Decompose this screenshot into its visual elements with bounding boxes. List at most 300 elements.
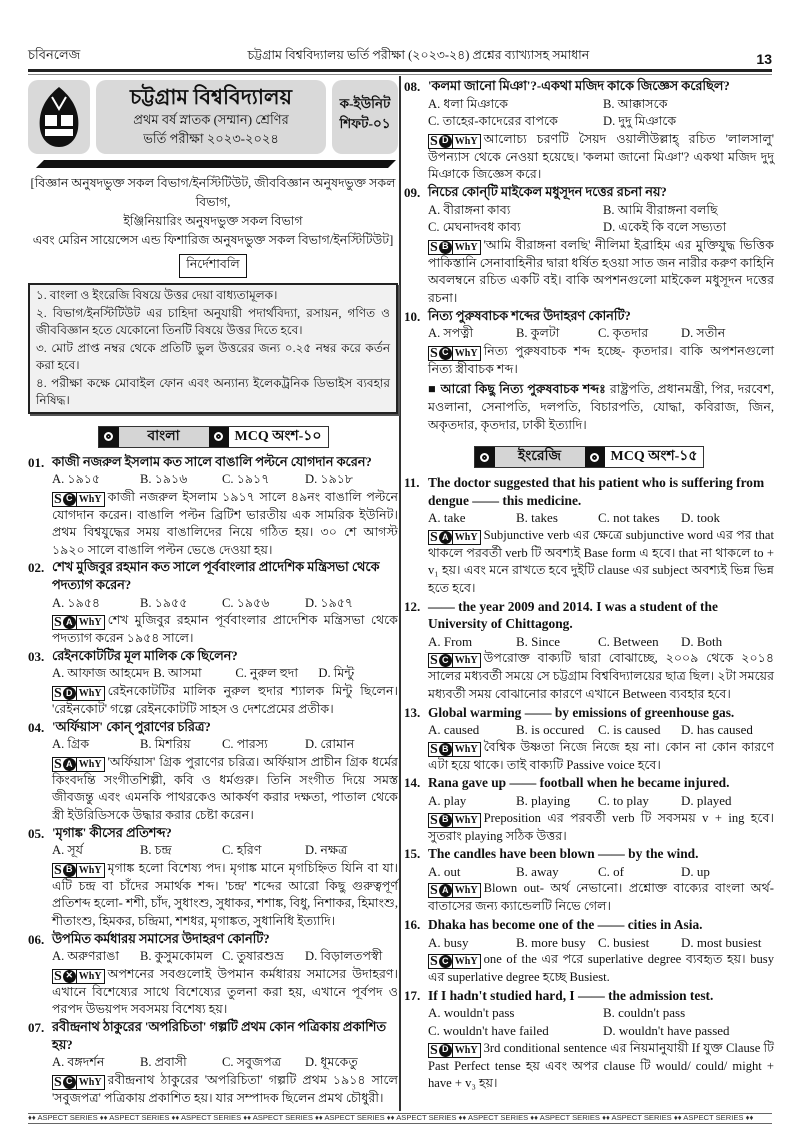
badge-why: WhY (452, 347, 480, 360)
question-item (28, 825, 398, 931)
answer-letter-icon: B (439, 241, 452, 254)
answer-badge (52, 969, 105, 984)
badge-s: S (430, 345, 438, 361)
badge-s: S (430, 239, 438, 255)
question-text: If I hadn't studied hard, I —— the admission test. (428, 987, 714, 1003)
bullet-icon (209, 427, 229, 447)
section-mcq-count: MCQ অংশ-১৫ (605, 447, 704, 467)
university-name: চট্টগ্রাম বিশ্ববিদ্যালয় (130, 85, 292, 109)
option-d: D. সতীন (681, 326, 726, 341)
option-a: A. সপত্নী (428, 326, 474, 341)
badge-why: WhY (76, 616, 104, 629)
badge-s: S (54, 756, 62, 772)
option-b: B. চন্দ্র (140, 843, 172, 858)
question-number: 05. (28, 825, 45, 841)
option-c: C. Between (598, 633, 659, 649)
explanation (52, 966, 398, 1019)
options (428, 325, 774, 343)
answer-letter-icon: D (439, 1044, 452, 1057)
answer-badge (52, 492, 105, 507)
options (428, 202, 774, 237)
page-number: 13 (756, 51, 772, 67)
explanation (52, 683, 398, 719)
explanation-text: Blown out- অর্থ নেভানো। প্রশ্নোক্ত বাক্যের বাংলা অর্থ- বাতাসের জন্য ক্যান্ডেলটি নিভে গেল। (428, 881, 774, 914)
exam-year: ভর্তি পরীক্ষা ২০২৩-২০২৪ (143, 131, 279, 146)
option-c: C. মেঘনাদবধ কাব্য (428, 220, 521, 235)
option-b: B. ১৯৫৫ (140, 595, 188, 610)
explanation-text: রবীন্দ্রনাথ ঠাকুরের 'অপরিচিতা' গল্পটি প্রথম ১৯১৪ সালে 'সবুজপত্র' পত্রিকায় প্রকাশিত হয়। যার সম্পাদক ছিলেন প্রমথ চৌধুরী। (52, 1072, 398, 1105)
question-list-bangla-right (404, 78, 774, 434)
question-text: Dhaka has become one of the —— cities in Asia. (428, 916, 703, 932)
question-number: 09. (404, 184, 421, 200)
university-logo (28, 80, 90, 154)
scope-line: [বিজ্ঞান অনুষদভুক্ত সকল বিভাগ/ইনস্টিটিউট, জীববিজ্ঞান অনুষদভুক্ত সকল বিভাগ, (30, 176, 396, 209)
question-number: 13. (404, 704, 421, 720)
badge-s: S (430, 653, 438, 669)
option-d: D. most busiest (681, 934, 762, 950)
option-b: B. আসমা (153, 666, 202, 681)
question-text: রেইনকোটটির মূল মালিক কে ছিলেন? (52, 648, 238, 663)
section-heading-english (404, 446, 774, 468)
option-c: C. ১৯১৭ (222, 472, 270, 487)
options (428, 633, 774, 651)
answer-badge (428, 742, 481, 757)
unit-box (332, 80, 398, 154)
question-item (404, 78, 774, 184)
badge-why: WhY (76, 970, 104, 983)
question-number: 10. (404, 308, 421, 324)
decorative-bar (36, 160, 396, 168)
option-a: A. সূর্য (52, 843, 83, 858)
answer-badge (428, 954, 481, 969)
footer-series-band: ♦♦ ASPECT SERIES ♦♦ ASPECT SERIES ♦♦ ASPECT SERIES ♦♦ ASPECT SERIES ♦♦ ASPECT SERIES ♦♦ ASPECT SERIES ♦♦ ASPECT SERIES ♦♦ ASPECT SERIES ♦♦ ASPECT SERIES ♦♦ ASPECT SERIES ♦♦ (28, 1113, 772, 1124)
answer-letter-icon: ✕ (63, 970, 76, 983)
question-body (428, 184, 774, 308)
badge-s: S (430, 812, 438, 828)
option-c: C. is caused (598, 722, 661, 738)
answer-letter-icon: B (439, 743, 452, 756)
badge-s: S (430, 1042, 438, 1058)
options (52, 471, 398, 489)
question-body (52, 559, 398, 647)
running-header (28, 46, 772, 72)
answer-letter-icon: C (63, 493, 76, 506)
question-body (428, 845, 774, 916)
explanation (428, 810, 774, 846)
answer-letter-icon: C (439, 955, 452, 968)
option-a: A. busy (428, 934, 469, 950)
badge-why: WhY (76, 493, 104, 506)
option-c: C. সবুজপত্র (222, 1055, 282, 1070)
question-body (52, 719, 398, 825)
answer-letter-icon: A (439, 884, 452, 897)
note-text: রাষ্ট্রপতি, প্রধানমন্ত্রী, পির, দরবেশ, মওলানা, সেনাপতি, দলপতি, বিচারপতি, যোদ্ধা, কবিরাজ, জিন, অকৃতদার, কৃতদার, ঢাকী ইত্যাদি। (428, 382, 774, 432)
question-item (28, 931, 398, 1019)
explanation (52, 860, 398, 931)
right-column (404, 78, 774, 1093)
answer-badge (428, 653, 481, 668)
answer-badge (428, 813, 481, 828)
section-heading-bangla (28, 426, 398, 448)
question-item (404, 916, 774, 987)
answer-letter-icon: A (439, 531, 452, 544)
explanation-text: নিত্য পুরুষবাচক শব্দ হচ্ছে- কৃতদার। বাকি অপশনগুলো নিত্য স্ত্রীবাচক শব্দ। (428, 343, 774, 376)
badge-s: S (430, 883, 438, 899)
question-body (52, 1019, 398, 1107)
scope-line: ইঞ্জিনিয়ারিং অনুষদভুক্ত সকল বিভাগ (123, 214, 303, 228)
question-text: The doctor suggested that his patient who is suffering from dengue —— this medicine. (428, 475, 765, 508)
option-a: A. play (428, 793, 467, 808)
shift-label: শিফট-০১ (339, 116, 391, 131)
badge-why: WhY (452, 814, 480, 827)
answer-badge (52, 615, 105, 630)
options (52, 1054, 398, 1072)
question-item (28, 454, 398, 560)
bullet-icon (585, 447, 605, 467)
explanation (428, 343, 774, 379)
answer-badge (52, 1075, 105, 1090)
option-d: D. বিড়ালতপস্বী (305, 949, 383, 964)
options (428, 934, 774, 952)
explanation-text: শেখ মুজিবুর রহমান পূর্ববাংলার প্রাদেশিক মন্ত্রিসভা থেকে পদত্যাগ করেন ১৯৫৪ সালে। (52, 613, 398, 646)
answer-badge (428, 134, 481, 149)
options (428, 792, 774, 810)
question-text: Rana gave up —— football when he became injured. (428, 775, 730, 791)
option-b: B. ১৯১৬ (140, 472, 188, 487)
option-d: D. ১৯৫৭ (305, 595, 354, 610)
option-b: B. কুসুমকোমল (140, 949, 213, 964)
option-d: D. wouldn't have passed (603, 1022, 730, 1038)
option-d: D. নক্ষত্র (305, 843, 348, 858)
question-number: 04. (28, 719, 45, 735)
section-mcq-count: MCQ অংশ-১০ (229, 427, 328, 447)
option-a: A. আফাজ আহমেদ (52, 666, 150, 681)
answer-badge (428, 346, 481, 361)
section-subject: বাংলা (119, 427, 209, 447)
option-d: D. মিন্টু (318, 666, 355, 681)
answer-letter-icon: B (63, 864, 76, 877)
explanation-text: 3rd conditional sentence এর নিয়মানুযায়ী If যুক্ত Clause টি Past Perfect tense হয় এবং অপর clause টি would/ could/ might + have + v₃ হয়। (428, 1040, 774, 1091)
bullet-icon (99, 427, 119, 447)
badge-s: S (430, 133, 438, 149)
question-item (404, 474, 774, 598)
question-body (428, 704, 774, 775)
option-c: C. নুরুল হুদা (235, 666, 299, 681)
question-text: The candles have been blown —— by the wind. (428, 846, 699, 862)
scope-line: এবং মেরিন সায়েন্সেস এন্ড ফিশারিজ অনুষদভুক্ত সকল বিভাগ/ইনস্টিটিউট] (32, 233, 394, 247)
explanation-text: উপরোক্ত বাক্যটি দ্বারা বোঝাচ্ছে, ২০০৯ থেকে ২০১৪ সালের মধ্যবর্তী সময়ে সে চট্টগ্রাম বিশ্ববিদ্যালয়ের ছাত্র ছিল। ২টা সময়ের মধ্যবর্তী সময় বোঝানোর কারণে এখানে Between ব্যবহার হবে। (428, 651, 774, 702)
option-a: A. out (428, 863, 461, 879)
question-item (28, 559, 398, 647)
option-b: B. আমি বীরাঙ্গনা বলছি (603, 202, 718, 217)
option-c: C. হরিণ (222, 843, 262, 858)
answer-badge (52, 863, 105, 878)
options (428, 863, 774, 881)
program-line: প্রথম বর্ষ স্নাতক (সম্মান) শ্রেণির (133, 112, 289, 127)
options (52, 842, 398, 860)
question-body (428, 78, 774, 184)
answer-letter-icon: D (63, 687, 76, 700)
badge-why: WhY (452, 743, 480, 756)
answer-letter-icon: A (63, 616, 76, 629)
options (428, 509, 774, 527)
question-number: 02. (28, 560, 45, 576)
answer-badge (52, 686, 105, 701)
question-number: 07. (28, 1019, 45, 1035)
answer-letter-icon: B (439, 814, 452, 827)
question-item (28, 719, 398, 825)
answer-letter-icon: C (439, 347, 452, 360)
question-text: কাজী নজরুল ইসলাম কত সালে বাঙালি পল্টনে যোগদান করেন? (52, 454, 372, 469)
question-body (52, 825, 398, 931)
option-c: C. of (598, 863, 624, 879)
explanation (52, 754, 398, 825)
answer-badge (52, 757, 105, 772)
explanation (52, 612, 398, 648)
badge-why: WhY (76, 864, 104, 877)
option-d: D. ধূমকেতু (305, 1055, 358, 1070)
option-b: B. Since (516, 633, 561, 649)
badge-why: WhY (452, 955, 480, 968)
option-c: C. busiest (598, 934, 650, 950)
explanation-text: রেইনকোটটির মালিক নুরুল হুদার শ্যালক মিন্টু ছিলেন। 'রেইনকোট' গল্পে রেইনকোটটি সাহস ও দেশপ্রেমের প্রতীক। (52, 684, 398, 717)
question-item (28, 1019, 398, 1107)
explanation (428, 131, 774, 184)
header-rule (28, 74, 772, 75)
instruction-item: ৩. মোট প্রাপ্ত নম্বর থেকে প্রতিটি ভুল উত্তরের জন্য ০.২৫ নম্বর করে কর্তন করা হবে। (36, 340, 390, 372)
explanation (52, 1072, 398, 1108)
option-a: A. ১৯১৫ (52, 472, 101, 487)
question-number: 03. (28, 648, 45, 664)
extra-note (428, 381, 774, 434)
question-number: 12. (404, 598, 421, 614)
option-c: C. পারস্য (222, 737, 268, 752)
option-a: A. caused (428, 722, 480, 738)
badge-why: WhY (76, 758, 104, 771)
explanation-text: কাজী নজরুল ইসলাম ১৯১৭ সালে ৪৯নং বাঙালি পল্টনে যোগদান করেন। বাঙালি পল্টন ব্রিটিশ ভারতীয় এক সামরিক ইউনিট। প্রথম বিশ্বযুদ্ধের সময় বাঙালিদের নিয়ে গঠিত হয়। ৩০ শে আগস্ট ১৯২০ সালে বাঙালি পল্টন ভেঙে দেওয়া হয়। (52, 489, 398, 557)
question-item (404, 987, 774, 1093)
option-d: D. played (681, 793, 732, 808)
explanation (428, 237, 774, 308)
explanation-text: অপশনের সবগুলোই উপমান কর্মধারয় সমাসের উদাহরণ। এখানে বিশেষ্যের সাথে বিশেষ্যের তুলনা করা হয়, এখানে পূর্বপদ ও পরপদ উভয়পদ সবসময় বিশেষ্য হয়। (52, 966, 398, 1017)
options (428, 1004, 774, 1039)
question-body (428, 308, 774, 435)
options (52, 948, 398, 966)
option-b: B. আক্কাসকে (603, 96, 668, 111)
question-body (428, 987, 774, 1093)
question-text: Global warming —— by emissions of greenhouse gas. (428, 704, 735, 720)
option-a: A. ধলা মিঞাকে (428, 96, 509, 111)
option-b: B. মিশরিয় (140, 737, 191, 752)
question-body (52, 931, 398, 1019)
option-a: A. take (428, 510, 466, 526)
badge-s: S (54, 686, 62, 702)
question-text: —— the year 2009 and 2014. I was a student of the University of Chittagong. (428, 598, 718, 632)
option-d: D. ১৯১৮ (305, 472, 354, 487)
option-a: A. গ্রিক (52, 737, 90, 752)
explanation-text: আলোচ্য চরণটি সৈয়দ ওয়ালীউল্লাহ্ রচিত 'লালসালু' উপন্যাস থেকে নেওয়া হয়েছে। 'কলমা জানো মিঞা'? একথা মজিদ দুদু মিঞাকে জিজ্ঞেস করে। (428, 131, 774, 182)
university-seal-icon (36, 85, 82, 149)
instruction-item: ৪. পরীক্ষা কক্ষে মোবাইল ফোন এবং অন্যান্য ইলেকট্রনিক ডিভাইস ব্যবহার নিষিদ্ধ। (36, 375, 390, 407)
option-b: B. কুলটা (516, 326, 560, 341)
column-divider (399, 76, 401, 1111)
instructions-box (28, 283, 398, 414)
badge-why: WhY (452, 884, 480, 897)
option-c: C. তুষারশুভ্র (222, 949, 284, 964)
option-a: A. বঙ্গদর্শন (52, 1055, 105, 1070)
question-text: উপমিত কর্মধারয় সমাসের উদাহরণ কোনটি? (52, 931, 270, 946)
question-text: 'মৃগাঙ্ক' কীসের প্রতিশব্দ? (52, 825, 172, 840)
explanation-text: Subjunctive verb এর ক্ষেত্রে subjunctive word এর পর that থাকলে পরবর্তী verb টি অবশ্যই Base form এ হবে। that না থাকলে to + v₁ হয়। এবং মনে রাখতে হবে দুইটি clause এর subject অবশ্যই ভিন্ন ভিন্ন হতে হবে। (428, 527, 774, 596)
left-column (28, 78, 398, 1107)
question-text: নিচের কোন্‌টি মাইকেল মধুসূদন দত্তের রচনা নয়? (428, 184, 667, 199)
explanation (428, 650, 774, 703)
instruction-item: ২. বিভাগ/ইনস্টিটিউট এর চাহিদা অনুযায়ী পদার্থবিদ্যা, রসায়ন, গণিত ও জীববিজ্ঞান হতে যেকোনো তিনটি বিষয়ে উত্তর দিতে হবে। (36, 305, 390, 337)
options (428, 721, 774, 739)
badge-why: WhY (452, 135, 480, 148)
question-item (404, 308, 774, 435)
instruction-item: ১. বাংলা ও ইংরেজি বিষয়ে উত্তর দেয়া বাধ্যতামূলক। (36, 288, 278, 302)
option-d: D. up (681, 863, 710, 879)
question-number: 16. (404, 916, 421, 932)
question-body (428, 598, 774, 704)
badge-why: WhY (452, 241, 480, 254)
faculty-scope (28, 174, 398, 250)
banner-title-box (96, 80, 326, 154)
question-text: 'অর্ফিয়াস' কোন্ পুরাণের চরিত্র? (52, 719, 211, 734)
answer-badge (428, 530, 481, 545)
option-c: C. not takes (598, 510, 660, 526)
explanation-text: 'আমি বীরাঙ্গনা বলছি' নীলিমা ইব্রাহিম এর মুক্তিযুদ্ধ ভিত্তিক পাকিস্তানি সেনাবাহিনীর দ্বারা ধর্ষিত হওয়া সাত জন নারীর করুণ কাহিনি অবলম্বনে রচিত একটি বই। বাকি অপশনগুলো মাইকেল মধুসূদন দত্তের রচনা। (428, 237, 774, 305)
option-c: C. ১৯৫৬ (222, 595, 270, 610)
option-d: D. took (681, 510, 720, 526)
question-item (404, 598, 774, 704)
question-item (404, 184, 774, 308)
option-b: B. couldn't pass (603, 1005, 686, 1021)
options (52, 665, 398, 683)
question-body (52, 454, 398, 560)
badge-why: WhY (76, 687, 104, 700)
question-body (428, 774, 774, 845)
answer-letter-icon: C (439, 654, 452, 667)
question-item (28, 648, 398, 719)
explanation (428, 951, 774, 987)
option-b: B. away (516, 863, 559, 879)
option-b: B. more busy (516, 934, 586, 950)
option-d: D. has caused (681, 722, 753, 738)
explanation (428, 527, 774, 598)
question-body (428, 474, 774, 598)
option-a: A. ১৯৫৪ (52, 595, 101, 610)
question-number: 06. (28, 931, 45, 947)
badge-s: S (54, 862, 62, 878)
option-a: A. wouldn't pass (428, 1005, 515, 1021)
exam-banner (28, 80, 398, 154)
unit-label: ক-ইউনিট (339, 96, 391, 111)
explanation (428, 739, 774, 775)
header-title: চট্টগ্রাম বিশ্ববিদ্যালয় ভর্তি পরীক্ষা (২০২৩-২৪) প্রশ্নের ব্যাখ্যাসহ সমাধান (247, 48, 590, 62)
explanation (52, 489, 398, 560)
answer-letter-icon: D (439, 135, 452, 148)
badge-s: S (430, 529, 438, 545)
option-a: A. বীরাঙ্গনা কাব্য (428, 202, 511, 217)
option-b: B. প্রবাসী (140, 1055, 187, 1070)
options (52, 595, 398, 613)
option-c: C. কৃতদার (598, 326, 649, 341)
header-brand: চবিনলেজ (28, 47, 81, 62)
explanation-text: Preposition এর পরবর্তী verb টি সবসময় v + ing হবে। সুতরাং playing সঠিক উত্তর। (428, 810, 774, 843)
badge-s: S (430, 741, 438, 757)
answer-letter-icon: C (63, 1076, 76, 1089)
question-number: 11. (404, 475, 420, 491)
badge-why: WhY (452, 531, 480, 544)
explanation-text: মৃগাঙ্ক হলো বিশেষ্য পদ। মৃগাঙ্ক মানে মৃগচিহ্নিত যিনি বা যা। এটি চন্দ্র বা চাঁদের সমার্থক শব্দ। 'চন্দ্র' শব্দের আরো কিছু গুরুত্বপূর্ণ প্রতিশব্দ হলো- শশী, চাঁদ, সুধাংশু, সুধাকর, শশাঙ্ক, বিধু, নিশাকর, হিমাংশু, শীতাংশু, হিমকর, চন্দ্রিমা, শশধর, মৃগাঙ্কত, সুধানিধি ইত্যাদি। (52, 860, 398, 928)
note-heading: ■ আরো কিছু নিত্য পুরুষবাচক শব্দঃ (428, 382, 606, 397)
badge-s: S (430, 954, 438, 970)
question-list-english (404, 474, 774, 1093)
answer-badge (428, 883, 481, 898)
option-d: D. রোমান (305, 737, 355, 752)
option-a: A. From (428, 633, 473, 649)
option-b: B. playing (516, 793, 571, 808)
option-d: D. Both (681, 633, 723, 649)
question-item (404, 774, 774, 845)
answer-badge (428, 1043, 481, 1058)
question-number: 14. (404, 775, 421, 791)
question-text: নিত্য পুরুষবাচক শব্দের উদাহরণ কোনটি? (428, 308, 631, 323)
explanation-text: বৈশ্বিক উষ্ণতা নিজে নিজে হয় না। কোন না কোন কারণে এটা হয়ে থাকে। তাই বাক্যটি Passive voice হবে। (428, 739, 774, 772)
option-b: B. is occured (516, 722, 585, 738)
option-c: C. তাহের-কাদেরের বাপকে (428, 114, 558, 129)
question-number: 01. (28, 454, 45, 470)
option-c: C. to play (598, 793, 649, 808)
option-d: D. একেই কি বলে সভ্যতা (603, 220, 727, 235)
question-text: রবীন্দ্রনাথ ঠাকুরের 'অপরিচিতা' গল্পটি প্রথম কোন পত্রিকায় প্রকাশিত হয়? (52, 1019, 386, 1052)
answer-letter-icon: A (63, 758, 76, 771)
badge-why: WhY (76, 1076, 104, 1089)
badge-s: S (54, 968, 62, 984)
answer-badge (428, 240, 481, 255)
instructions-title: নির্দেশাবলি (179, 254, 247, 278)
section-subject: ইংরেজি (495, 447, 585, 467)
explanation-text: one of the এর পরে superlative degree ব্যবহৃত হয়। busy এর superlative degree হচ্ছে Busiest. (428, 952, 774, 985)
options (52, 736, 398, 754)
badge-s: S (54, 615, 62, 631)
question-number: 15. (404, 846, 421, 862)
badge-why: WhY (452, 1044, 480, 1057)
question-number: 08. (404, 79, 421, 94)
question-body (428, 916, 774, 987)
question-number: 17. (404, 987, 421, 1003)
option-c: C. wouldn't have failed (428, 1022, 549, 1038)
option-d: D. দুদু মিঞাকে (603, 114, 677, 129)
explanation-text: 'অর্ফিয়াস' গ্রিক পুরাণের চরিত্র। অর্ফিয়াস প্রাচীন গ্রিক ধর্মের কিংবদন্তি সংগীতশিল্পী, কবি ও ধর্মগুরু। তিনি সংগীত দিয়ে সমস্ত জীবজন্তু এবং এমনকি পাথরকেও আকর্ষণ করার দক্ষতা, পাতাল থেকে স্ত্রী ইউরিডিসকে উদ্ধার করার চেষ্টা করেন। (52, 754, 398, 822)
question-list-bangla-left (28, 454, 398, 1108)
bullet-icon (475, 447, 495, 467)
option-b: B. takes (516, 510, 558, 526)
question-text: 'কলমা জানো মিঞা'?-একথা মজিদ কাকে জিজ্ঞেস করেছিল? (428, 79, 730, 93)
option-a: A. অরুণরাঙা (52, 949, 120, 964)
question-text: শেখ মুজিবুর রহমান কত সালে পূর্ববাংলার প্রাদেশিক মন্ত্রিসভা থেকে পদত্যাগ করেন? (52, 560, 380, 593)
badge-why: WhY (452, 654, 480, 667)
question-item (404, 845, 774, 916)
question-body (52, 648, 398, 719)
options (428, 96, 774, 131)
badge-s: S (54, 1074, 62, 1090)
explanation (428, 1040, 774, 1093)
explanation (428, 880, 774, 916)
question-item (404, 704, 774, 775)
